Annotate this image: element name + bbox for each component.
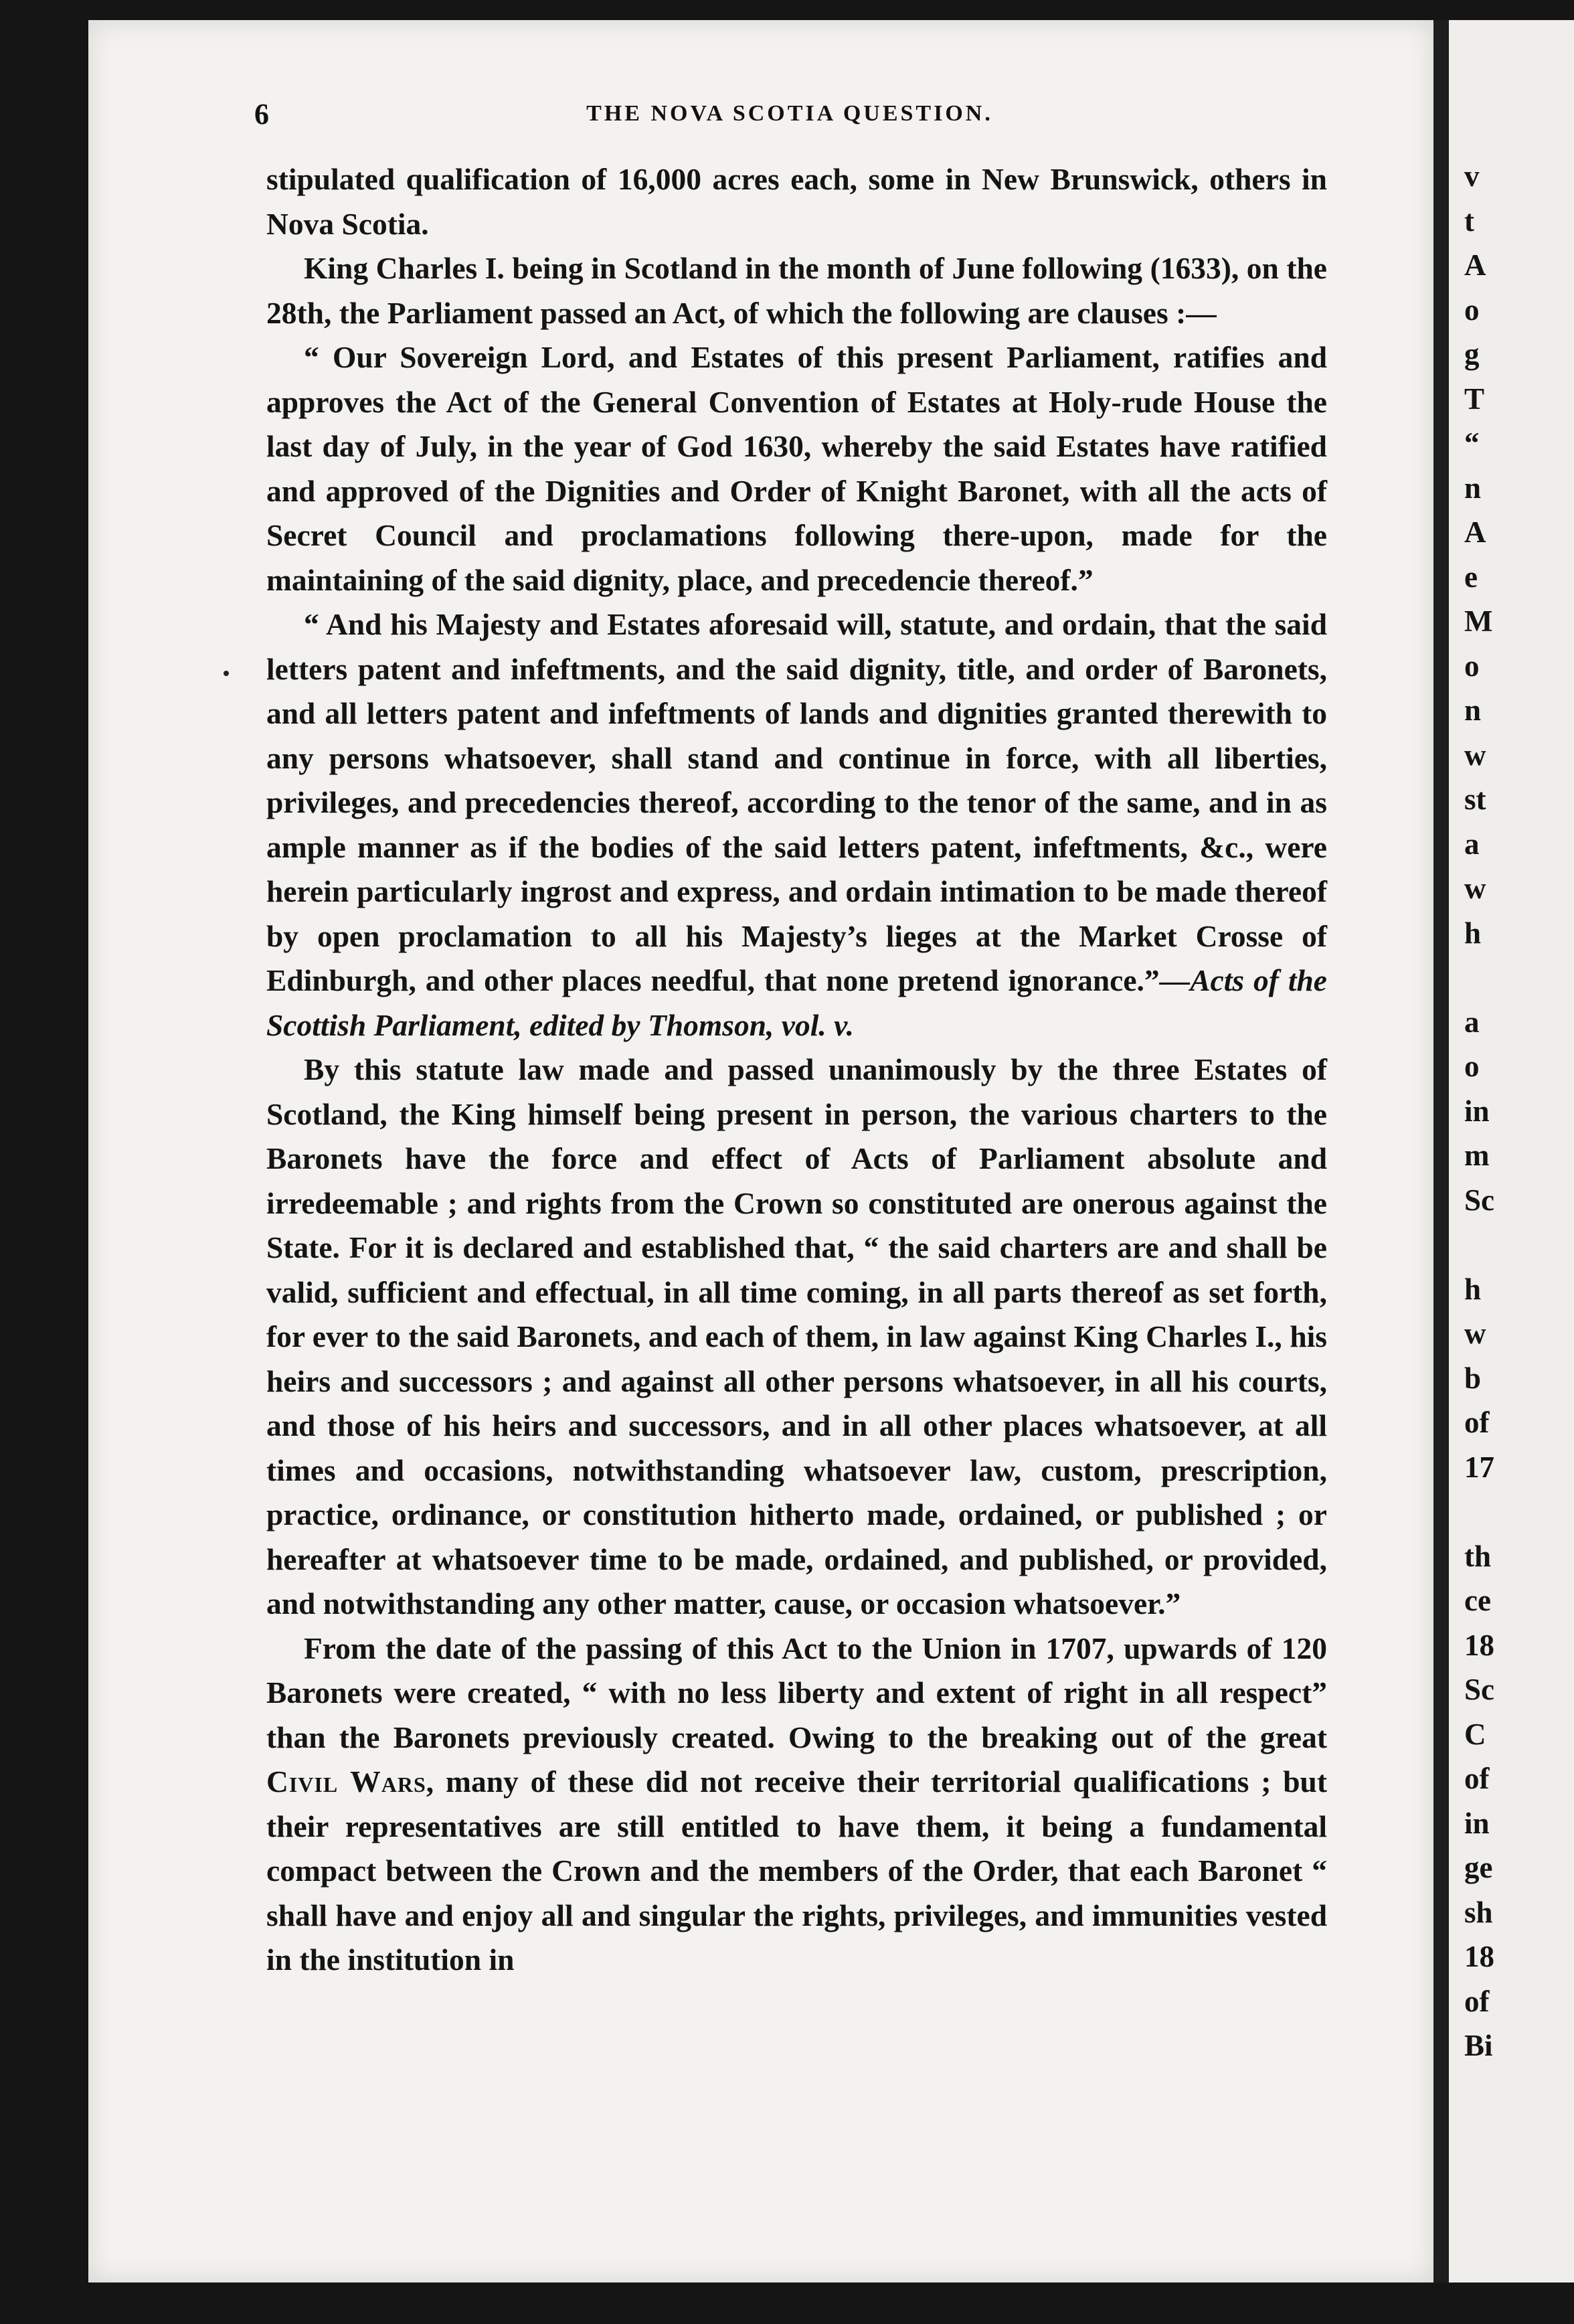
paragraph-union-1707 — [266, 1627, 1327, 1983]
facing-line-fragment: 18 — [1464, 1628, 1494, 1662]
facing-line-fragment: o — [1464, 649, 1480, 683]
facing-line-fragment: in — [1464, 1094, 1490, 1128]
facing-line-fragment: Sc — [1464, 1673, 1494, 1706]
paragraph-part-b: , many of these did not receive their territorial qualifications ; but their representatives are still entitled to have them, it being a fundamental compact between the Crown and the members of the Order, that each Baronet “ shall have and enjoy all and singular the rights, privileges, and immunities vested in the institution in — [266, 1764, 1327, 1977]
civil-wars-term: Civil Wars — [266, 1764, 426, 1799]
margin-mark — [224, 671, 229, 676]
facing-line-fragment: C — [1464, 1717, 1486, 1751]
facing-line-fragment: of — [1464, 1984, 1490, 2018]
facing-line-fragment: g — [1464, 337, 1480, 371]
facing-line-fragment: b — [1464, 1361, 1482, 1395]
facing-line-fragment: A — [1464, 515, 1486, 549]
facing-line-fragment: th — [1464, 1539, 1492, 1573]
facing-line-fragment — [1464, 955, 1574, 1000]
facing-line-fragment: t — [1464, 203, 1474, 238]
facing-line-fragment — [1464, 1489, 1574, 1534]
facing-line-fragment: ge — [1464, 1851, 1493, 1884]
facing-line-fragment: in — [1464, 1806, 1490, 1840]
quote-sovereign-lord: “ Our Sovereign Lord, and Estates of this present Parliament, ratifies and approves the Act of the General Convention of Estates at Holy-rude House the last day of July, in the year of God 1630, whereby the said Estates have ratified and approved of the Dignities and Order of Knight Baronet, with all the acts of Secret Council and proclamations following there-upon, made for the maintaining of the said dignity, place, and precedencie thereof.” — [266, 340, 1327, 597]
page-number: 6 — [254, 98, 269, 131]
facing-line-fragment: v — [1464, 159, 1480, 193]
facing-line-fragment: ce — [1464, 1584, 1491, 1617]
facing-line-fragment: Bi — [1464, 2029, 1493, 2062]
facing-line-fragment: n — [1464, 693, 1482, 727]
facing-line-fragment: 17 — [1464, 1450, 1494, 1484]
facing-line-fragment: o — [1464, 1050, 1480, 1083]
facing-line-fragment: a — [1464, 827, 1480, 861]
facing-line-fragment: h — [1464, 916, 1482, 950]
facing-line-fragment: T — [1464, 382, 1485, 416]
facing-line-fragment: M — [1464, 604, 1493, 638]
facing-line-fragment — [1464, 1222, 1574, 1267]
body-text — [266, 157, 1327, 1983]
quote-majesty-estates — [266, 602, 1327, 1048]
paragraph-continuation: stipulated qualification of 16,000 acres each, some in New Brunswick, others in Nova Scotia. — [266, 162, 1327, 241]
running-header — [254, 97, 1325, 137]
facing-line-fragment: e — [1464, 560, 1478, 594]
facing-line-fragment: of — [1464, 1762, 1490, 1795]
paragraph-statute-law: By this statute law made and passed unanimously by the three Estates of Scotland, the King himself being present in person, the various charters to the Baronets have the force and effect of Acts of Parliament absolute and irredeemable ; and rights from the Crown so constituted are onerous against the State. For it is declared and established that, “ the said charters are and shall be valid, sufficient and effectual, in all time coming, in all parts thereof as set forth, for ever to the said Baronets, and each of them, in law against King Charles I., his heirs and successors ; and against all other persons whatsoever, in all his courts, and those of his heirs and successors, and in all other places whatsoever, at all times and occasions, notwithstanding whatsoever law, custom, prescription, practice, ordinance, or constitution hitherto made, ordained, or published ; or hereafter at whatsoever time to be made, ordained, and published, or provided, and notwithstanding any other matter, cause, or occasion whatsoever.” — [266, 1052, 1327, 1621]
facing-line-fragment: n — [1464, 471, 1482, 505]
facing-line-fragment: “ — [1464, 426, 1480, 460]
facing-line-fragment: h — [1464, 1272, 1482, 1306]
facing-line-fragment: st — [1464, 782, 1486, 816]
paragraph-part-a: From the date of the passing of this Act to the Union in 1707, upwards of 120 Baronets were created, “ with no less liberty and extent of right in all respect” than the Baronets previously created. Owing to the breaking out of the great — [266, 1631, 1327, 1754]
facing-line-fragment: m — [1464, 1139, 1490, 1172]
facing-line-fragment: of — [1464, 1406, 1490, 1439]
facing-line-fragment: A — [1464, 248, 1486, 282]
facing-line-fragment: w — [1464, 872, 1486, 905]
facing-line-fragment: sh — [1464, 1895, 1493, 1929]
facing-line-fragment: a — [1464, 1005, 1480, 1039]
facing-line-fragment: Sc — [1464, 1183, 1494, 1217]
facing-line-fragment: o — [1464, 293, 1480, 327]
citation: —Acts of the Scottish Parliament, edited by Thomson, vol. v. — [266, 963, 1327, 1042]
facing-line-fragment: w — [1464, 738, 1486, 772]
page-gutter — [1433, 20, 1449, 2282]
facing-line-fragment: w — [1464, 1317, 1486, 1350]
facing-page-text — [1464, 154, 1574, 2068]
facing-line-fragment: 18 — [1464, 1940, 1494, 1973]
quote-text: “ And his Majesty and Estates aforesaid will, statute, and ordain, that the said letters patent and infeftments, and the said dignity, title, and order of Baronets, and all letters patent and infeftments of lands and dignities granted therewith to any persons whatsoever, shall stand and continue in force, with all liberties, privileges, and precedencies thereof, according to the tenor of the same, and in as ample manner as if the bodies of the said letters patent, infeftments, &c., were herein particularly ingrost and express, and ordain intimation to be made thereof by open proclamation to all his Majesty’s lieges at the Market Crosse of Edinburgh, and other places needful, that none pretend ignorance.” — [266, 607, 1327, 997]
paragraph-king-charles: King Charles I. being in Scotland in the month of June following (1633), on the 28th, the Parliament passed an Act, of which the following are clauses :— — [266, 251, 1327, 330]
running-title: THE NOVA SCOTIA QUESTION. — [586, 101, 993, 126]
